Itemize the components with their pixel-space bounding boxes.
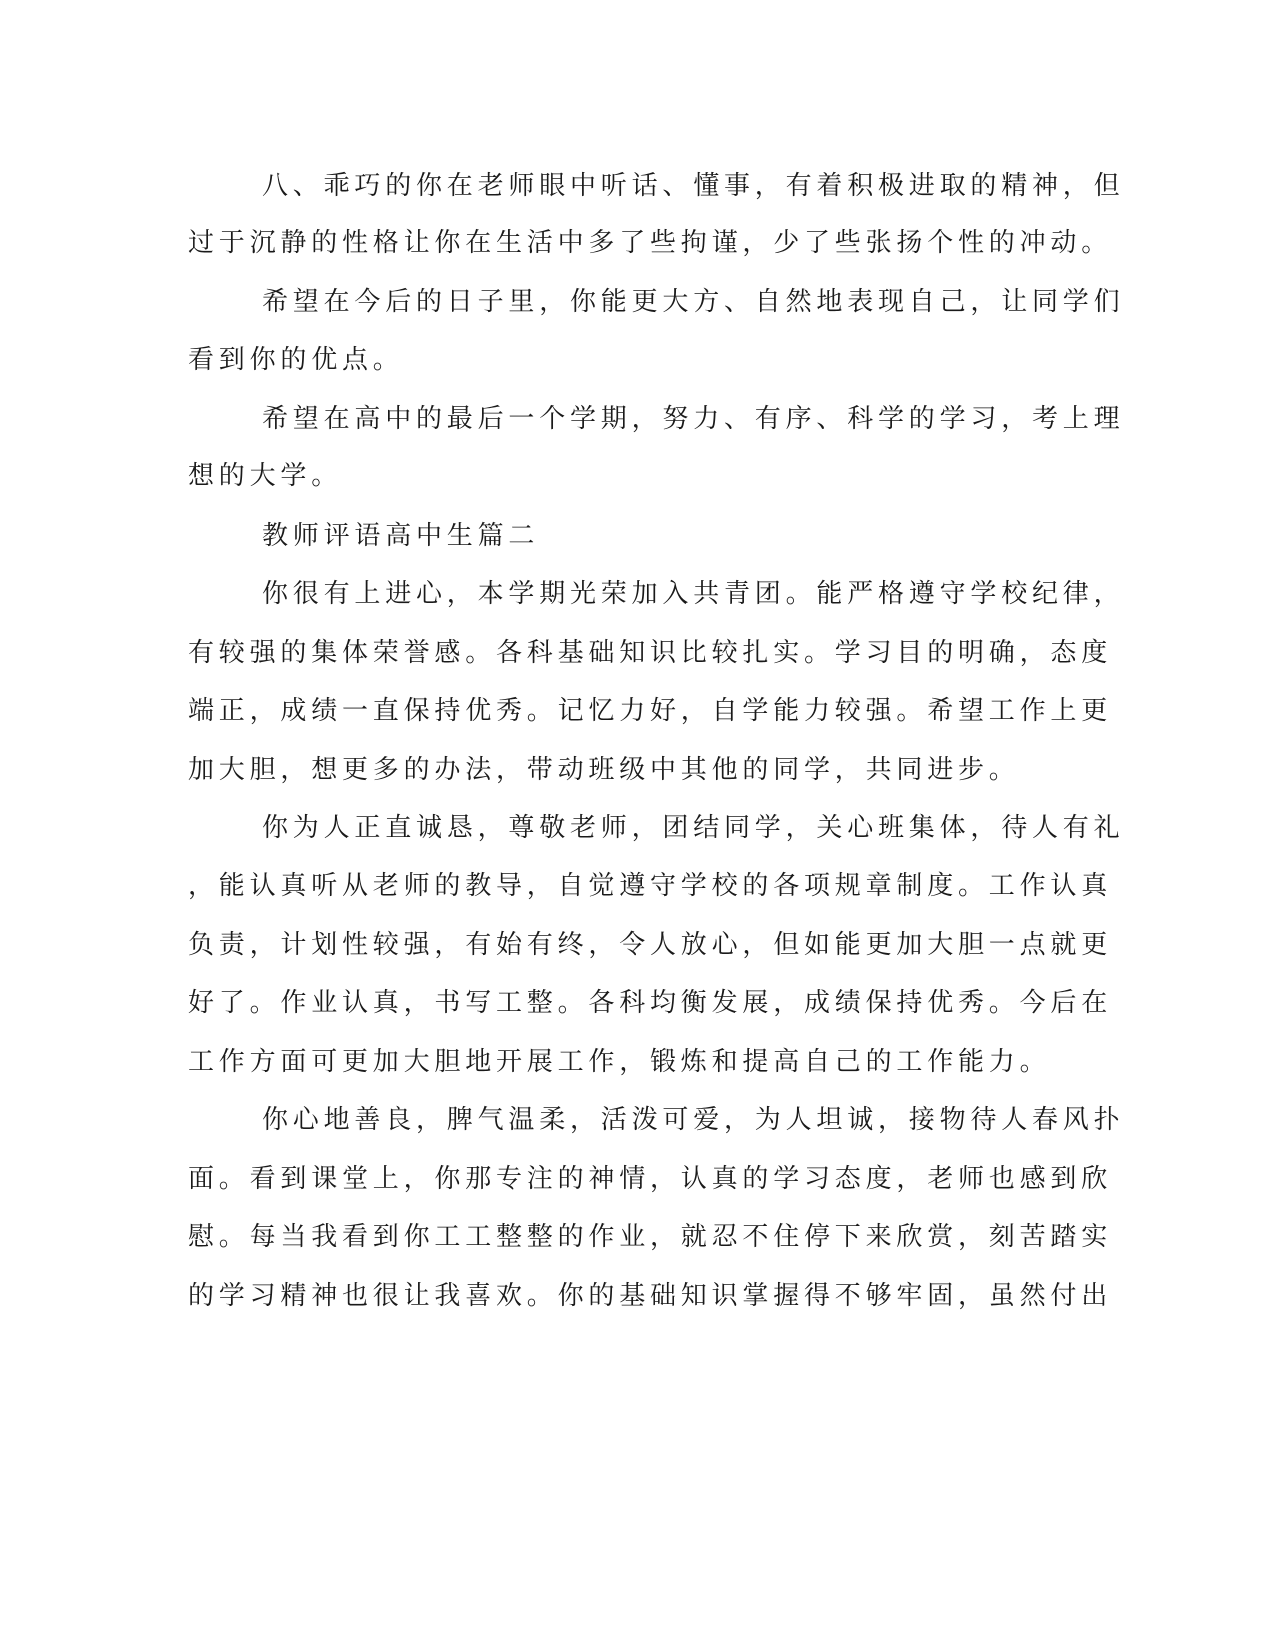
paragraph-line: 好了。作业认真，书写工整。各科均衡发展，成绩保持优秀。今后在 (188, 988, 1113, 1018)
paragraph-line: 希望在今后的日子里，你能更大方、自然地表现自己，让同学们 (262, 287, 1125, 317)
paragraph-line: 八、乖巧的你在老师眼中听话、懂事，有着积极进取的精神，但 (262, 171, 1125, 201)
section-heading: 教师评语高中生篇二 (262, 521, 540, 551)
paragraph-line: 有较强的集体荣誉感。各科基础知识比较扎实。学习目的明确，态度 (188, 638, 1113, 668)
paragraph-line: ，能认真听从老师的教导，自觉遵守学校的各项规章制度。工作认真 (188, 871, 1113, 901)
paragraph-line: 你为人正直诚恳，尊敬老师，团结同学，关心班集体，待人有礼 (262, 813, 1125, 843)
paragraph-line: 想的大学。 (188, 461, 343, 491)
paragraph-line: 希望在高中的最后一个学期，努力、有序、科学的学习，考上理 (262, 404, 1125, 434)
paragraph-line: 看到你的优点。 (188, 345, 404, 375)
paragraph-line: 负责，计划性较强，有始有终，令人放心，但如能更加大胆一点就更 (188, 930, 1113, 960)
paragraph-line: 端正，成绩一直保持优秀。记忆力好，自学能力较强。希望工作上更 (188, 696, 1113, 726)
paragraph-line: 面。看到课堂上，你那专注的神情，认真的学习态度，老师也感到欣 (188, 1164, 1113, 1194)
paragraph-line: 的学习精神也很让我喜欢。你的基础知识掌握得不够牢固，虽然付出 (188, 1281, 1113, 1311)
paragraph-line: 你心地善良，脾气温柔，活泼可爱，为人坦诚，接物待人春风扑 (262, 1105, 1125, 1135)
paragraph-line: 慰。每当我看到你工工整整的作业，就忍不住停下来欣赏，刻苦踏实 (188, 1222, 1113, 1252)
paragraph-line: 你很有上进心，本学期光荣加入共青团。能严格遵守学校纪律， (262, 579, 1125, 609)
paragraph-line: 工作方面可更加大胆地开展工作，锻炼和提高自己的工作能力。 (188, 1047, 1051, 1077)
paragraph-line: 过于沉静的性格让你在生活中多了些拘谨，少了些张扬个性的冲动。 (188, 228, 1113, 258)
paragraph-line: 加大胆，想更多的办法，带动班级中其他的同学，共同进步。 (188, 755, 1020, 785)
